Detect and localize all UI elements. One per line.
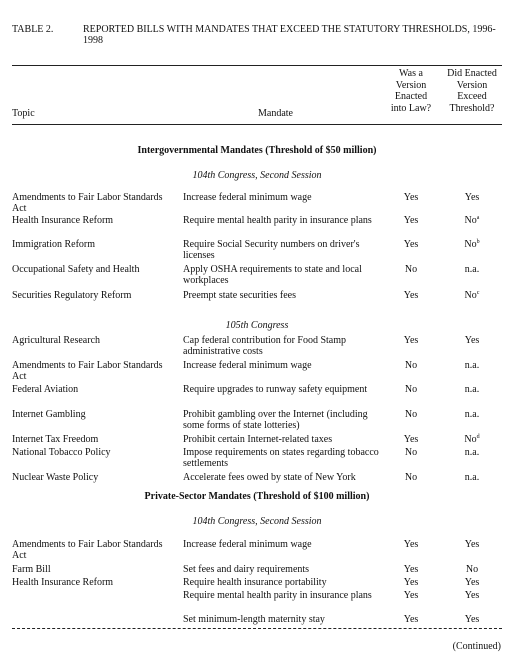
header-exceed-line: Version — [456, 79, 488, 91]
header-exceed-threshold — [440, 68, 504, 114]
header-exceed-line: Did Enacted — [447, 68, 497, 79]
enacted-cell: Yes — [403, 539, 419, 550]
table-row — [12, 335, 502, 359]
enacted-cell: No — [404, 409, 418, 420]
table-row — [12, 447, 502, 471]
mandate-cell: Prohibit certain Internet-related taxes — [183, 434, 333, 445]
topic-cell: Health Insurance Reform — [12, 577, 114, 588]
table-row — [12, 360, 502, 384]
table-row — [12, 539, 502, 563]
enacted-cell: No — [404, 447, 418, 458]
enacted-cell: Yes — [403, 215, 419, 226]
enacted-cell: No — [404, 472, 418, 483]
header-exceed-line: Exceed — [457, 91, 487, 102]
enacted-cell: Yes — [403, 614, 419, 625]
enacted-cell: No — [404, 264, 418, 275]
topic-cell: Farm Bill — [12, 564, 51, 575]
table-row — [12, 290, 502, 314]
bottom-dashed-rule — [12, 628, 502, 629]
enacted-cell: Yes — [403, 239, 419, 250]
enacted-cell: Yes — [403, 577, 419, 588]
congress-heading: 105th Congress — [225, 320, 289, 331]
mandate-cell: Require mental health parity in insurance plans — [183, 215, 372, 226]
enacted-cell: Yes — [403, 564, 419, 575]
table-row — [12, 192, 502, 216]
table-row — [12, 215, 502, 239]
congress-heading: 104th Congress, Second Session — [192, 516, 322, 527]
topic-cell: Securities Regulatory Reform — [12, 290, 132, 301]
exceeded-cell: n.a. — [464, 409, 480, 420]
mandate-cell: Impose requirements on states regarding tobacco settlements — [183, 447, 379, 469]
table-row — [12, 614, 502, 638]
header-was-enacted-line: Enacted — [394, 91, 428, 102]
mandate-cell: Require health insurance portability — [183, 577, 327, 588]
table-title-text: REPORTED BILLS WITH MANDATES THAT EXCEED THE STATUTORY THRESHOLDS, 1996-1998 — [83, 24, 496, 46]
topic-cell: Amendments to Fair Labor Standards Act — [12, 192, 163, 214]
exceeded-cell: Yes — [464, 614, 480, 625]
topic-cell: Health Insurance Reform — [12, 215, 114, 226]
exceeded-cell: Yes — [464, 335, 480, 346]
topic-cell: Amendments to Fair Labor Standards Act — [12, 360, 163, 382]
section-title: Intergovernmental Mandates (Threshold of $50 million) — [137, 145, 377, 156]
mandate-cell: Increase federal minimum wage — [183, 360, 312, 371]
exceeded-cell: n.a. — [464, 360, 480, 371]
topic-cell: Nuclear Waste Policy — [12, 472, 99, 483]
topic-cell: National Tobacco Policy — [12, 447, 111, 458]
enacted-cell: No — [404, 384, 418, 395]
footnote-marker: d — [476, 434, 480, 440]
table-row — [12, 384, 502, 408]
exceeded-cell: Yes — [464, 577, 480, 588]
mandate-cell: Require upgrades to runway safety equipment — [183, 384, 368, 395]
exceeded-cell: n.a. — [464, 447, 480, 458]
enacted-cell: No — [404, 360, 418, 371]
header-rule — [12, 124, 502, 125]
mandate-cell: Cap federal contribution for Food Stamp administrative costs — [183, 335, 347, 357]
exceeded-cell: n.a. — [464, 264, 480, 275]
table-row — [12, 590, 502, 614]
table-number: TABLE 2. — [12, 24, 54, 35]
header-was-enacted-line: into Law? — [390, 102, 432, 114]
exceeded-cell: Yes — [464, 590, 480, 601]
exceeded-cell: Yes — [464, 192, 480, 203]
topic-cell: Internet Gambling — [12, 409, 86, 420]
congress-heading: 104th Congress, Second Session — [192, 170, 322, 181]
exceeded-cell: No — [465, 564, 479, 575]
header-topic: Topic — [12, 108, 35, 119]
mandate-cell: Accelerate fees owed by state of New York — [183, 472, 356, 483]
mandate-cell: Set fees and dairy requirements — [183, 564, 310, 575]
mandate-cell: Increase federal minimum wage — [183, 192, 312, 203]
header-was-enacted-line: Version — [395, 79, 427, 91]
table-row — [12, 409, 502, 433]
topic-cell: Federal Aviation — [12, 384, 79, 395]
mandate-cell: Set minimum-length maternity stay — [183, 614, 325, 625]
continued-note: (Continued) — [452, 641, 501, 652]
exceeded-cell: n.a. — [464, 384, 480, 395]
table-row — [12, 239, 502, 263]
table-row — [12, 264, 502, 288]
header-exceed-line: Threshold? — [449, 102, 495, 114]
header-mandate: Mandate — [258, 108, 293, 119]
topic-cell: Agricultural Research — [12, 335, 101, 346]
enacted-cell: Yes — [403, 192, 419, 203]
top-rule — [12, 65, 502, 66]
exceeded-cell: Yes — [464, 539, 480, 550]
exceeded-cell: No$^c$ — [464, 290, 480, 301]
header-was-enacted — [386, 68, 436, 114]
section-title: Private-Sector Mandates (Threshold of $100 million) — [144, 491, 370, 502]
footnote-marker: b — [476, 239, 480, 245]
mandate-cell: Preempt state securities fees — [183, 290, 297, 301]
mandate-cell: Require mental health parity in insurance plans — [183, 590, 372, 601]
footnote-marker: a — [476, 215, 480, 221]
exceeded-cell: No$^b$ — [464, 239, 480, 250]
header-was-enacted-line: Was a — [399, 68, 423, 79]
enacted-cell: Yes — [403, 290, 419, 301]
topic-cell: Amendments to Fair Labor Standards Act — [12, 539, 163, 561]
footnote-marker: c — [476, 290, 480, 296]
mandate-cell: Increase federal minimum wage — [183, 539, 312, 550]
topic-cell: Occupational Safety and Health — [12, 264, 140, 275]
exceeded-cell: n.a. — [464, 472, 480, 483]
exceeded-cell: No$^d$ — [464, 434, 480, 445]
mandate-cell: Apply OSHA requirements to state and local workplaces — [183, 264, 362, 286]
topic-cell: Immigration Reform — [12, 239, 96, 250]
enacted-cell: Yes — [403, 434, 419, 445]
enacted-cell: Yes — [403, 335, 419, 346]
mandate-cell: Prohibit gambling over the Internet (including some forms of state lotteries) — [183, 409, 368, 431]
mandate-cell: Require Social Security numbers on driver's licenses — [183, 239, 360, 261]
topic-cell: Internet Tax Freedom — [12, 434, 99, 445]
exceeded-cell: No$^a$ — [464, 215, 480, 226]
enacted-cell: Yes — [403, 590, 419, 601]
